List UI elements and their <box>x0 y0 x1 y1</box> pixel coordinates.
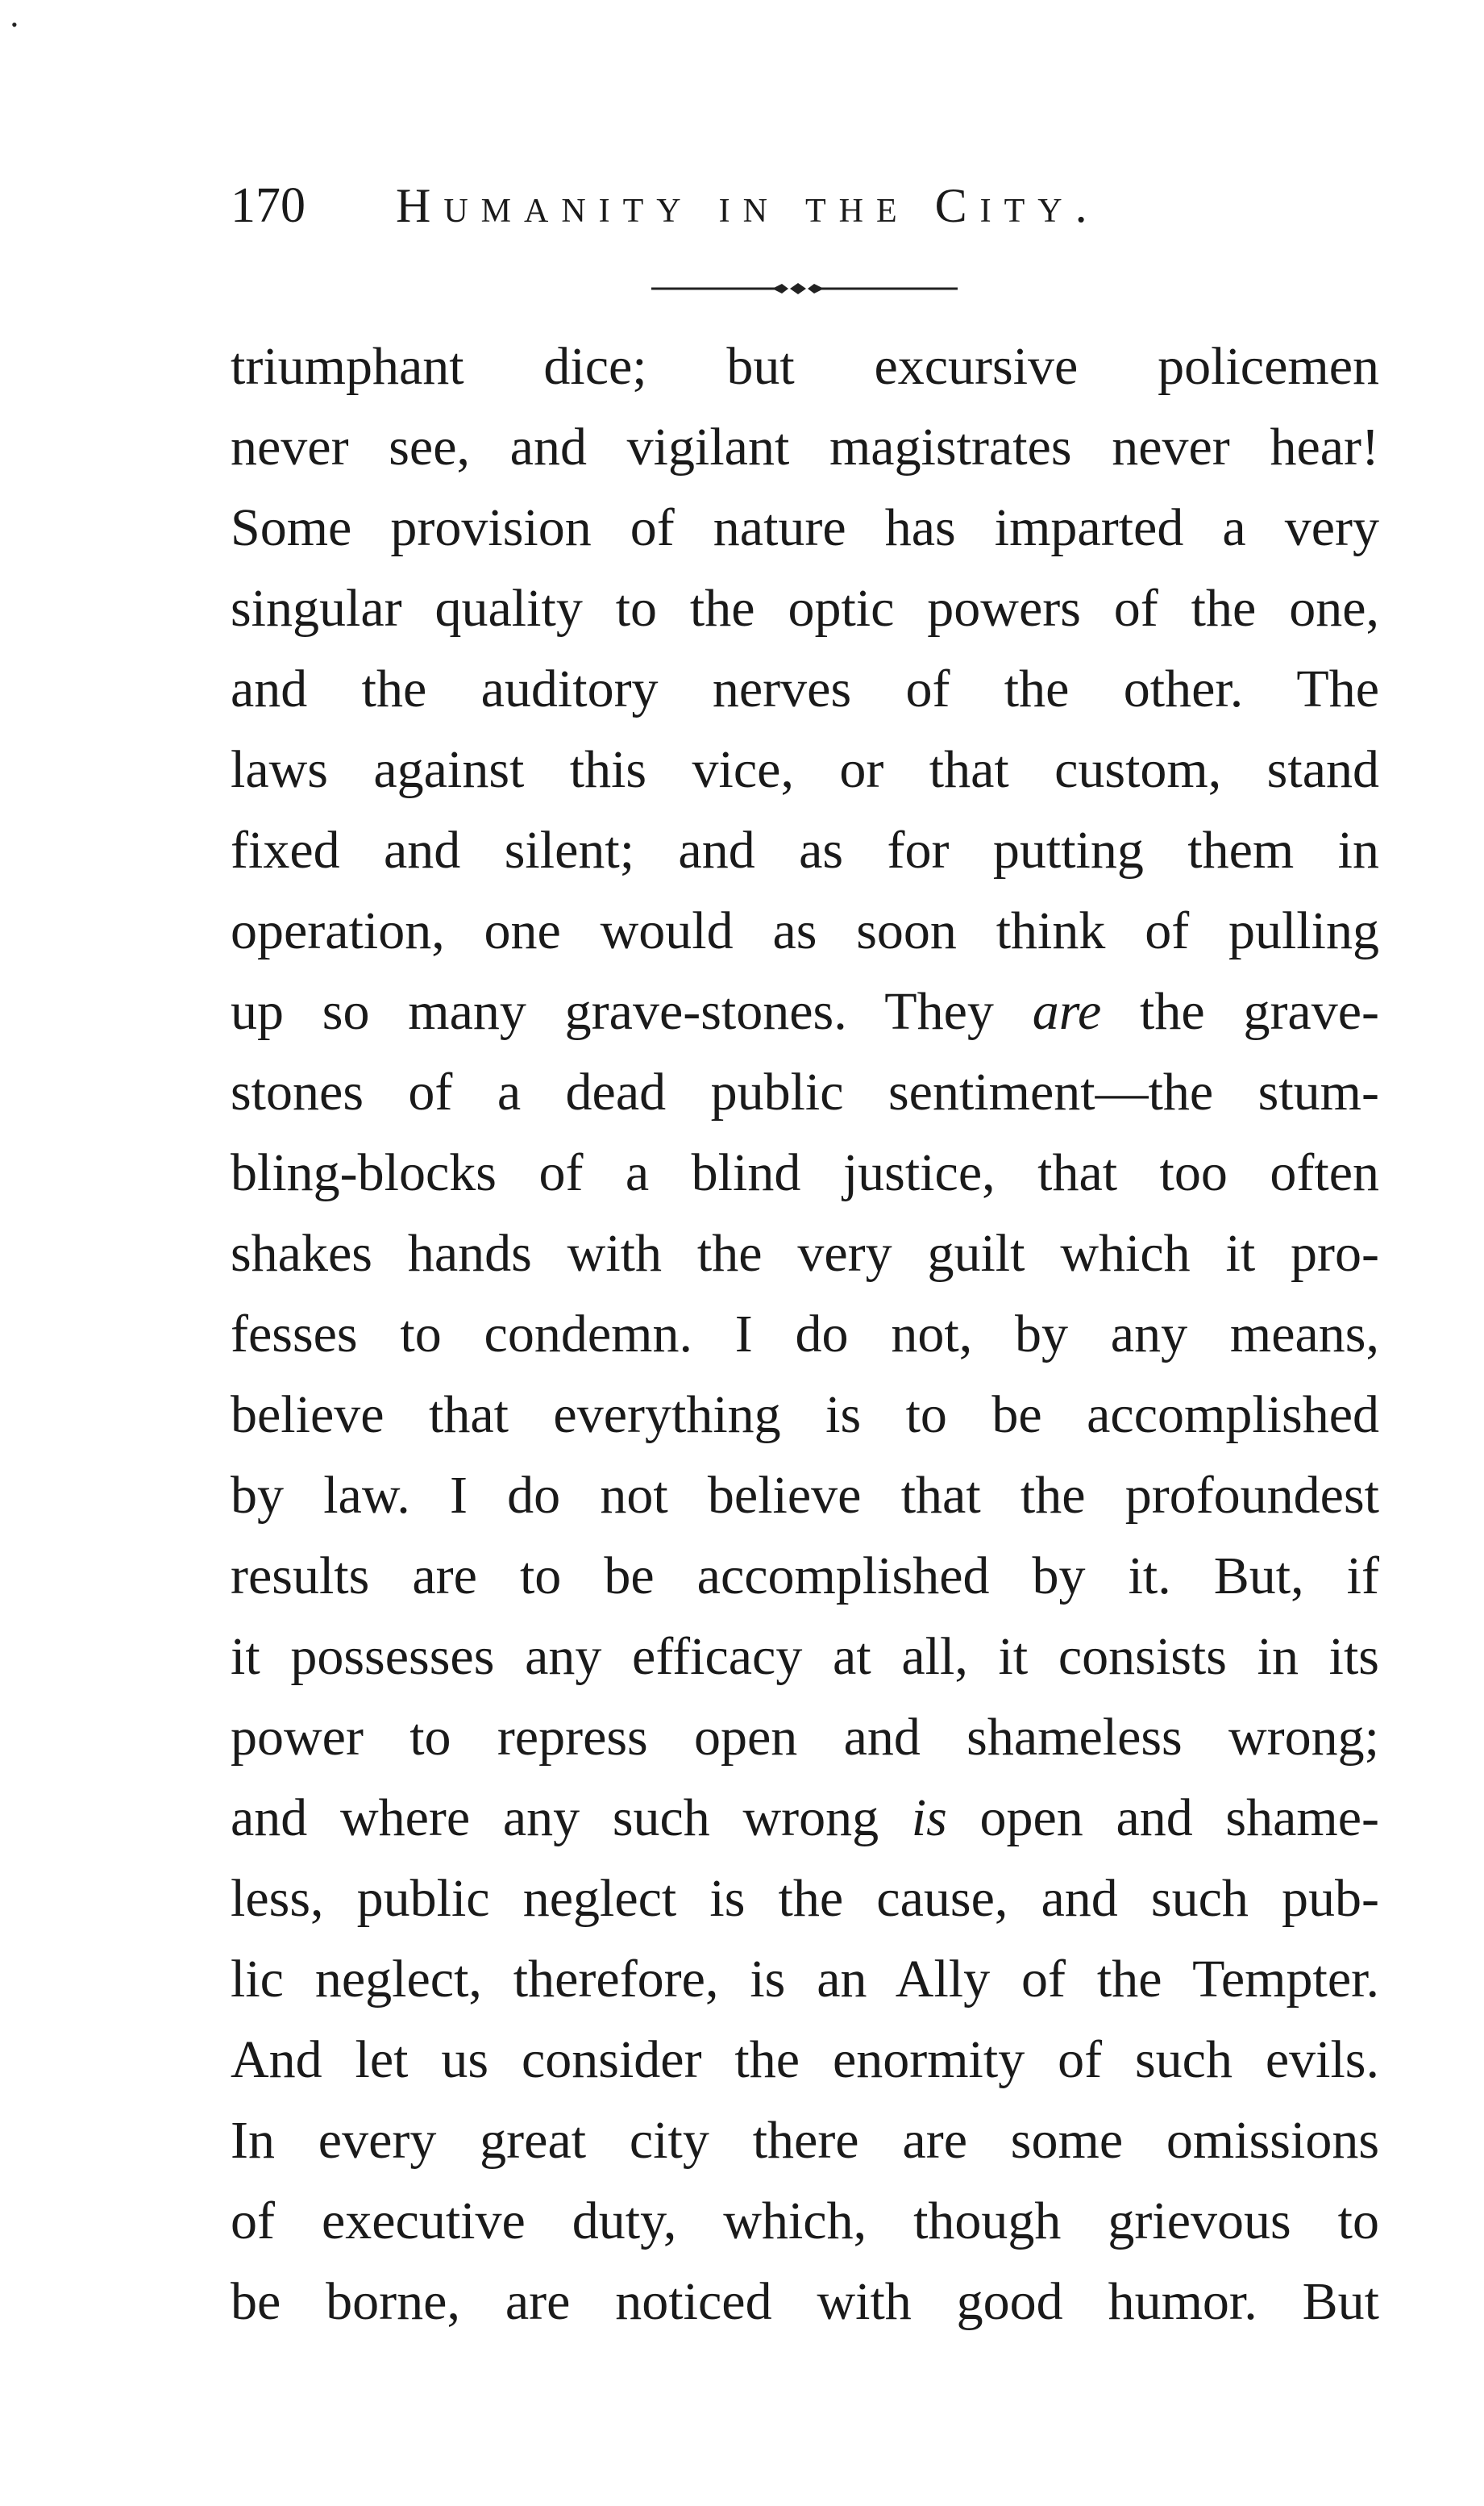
body-text <box>231 327 1379 2342</box>
text-segment: lic neglect, therefore, is an Ally of the Tempter. <box>231 1950 1379 2009</box>
running-head: Humanity in the City. <box>396 179 1100 232</box>
text-segment: stones of a dead public sentiment—the stum- <box>231 1063 1379 1122</box>
text-line <box>231 810 1379 891</box>
text-segment: believe that everything is to be accomplished <box>231 1385 1379 1444</box>
text-line <box>231 568 1379 649</box>
text-segment: the grave- <box>1101 982 1379 1041</box>
text-segment: power to repress open and shameless wrong; <box>231 1708 1379 1767</box>
text-line <box>231 1294 1379 1375</box>
text-segment: less, public neglect is the cause, and such pub- <box>231 1869 1379 1928</box>
page-number: 170 <box>231 178 306 233</box>
text-segment: and the auditory nerves of the other. The <box>231 660 1379 718</box>
text-segment: Some provision of nature has imparted a very <box>231 498 1379 557</box>
text-line <box>231 891 1379 972</box>
text-segment: triumphant dice; but excursive policemen <box>231 337 1379 396</box>
text-segment: it possesses any efficacy at all, it consists in its <box>231 1627 1379 1686</box>
text-line <box>231 1697 1379 1778</box>
text-line <box>231 407 1379 488</box>
text-line <box>231 1778 1379 1859</box>
text-line <box>231 1133 1379 1213</box>
text-line <box>231 2181 1379 2262</box>
text-segment: shakes hands with the very guilt which it pro- <box>231 1224 1379 1283</box>
text-segment: In every great city there are some omissions <box>231 2111 1379 2170</box>
text-line <box>231 972 1379 1052</box>
header-ornament-divider <box>651 281 958 297</box>
text-segment: fixed and silent; and as for putting them in <box>231 821 1379 880</box>
text-line <box>231 1375 1379 1455</box>
italic-emphasis: is <box>911 1788 947 1847</box>
text-line <box>231 1052 1379 1133</box>
text-line <box>231 1213 1379 1294</box>
text-segment: be borne, are noticed with good humor. But <box>231 2272 1379 2331</box>
text-line <box>231 1455 1379 1536</box>
text-segment: by law. I do not believe that the profoundest <box>231 1466 1379 1525</box>
text-segment: singular quality to the optic powers of the one, <box>231 579 1379 638</box>
text-line <box>231 1859 1379 1939</box>
text-segment: operation, one would as soon think of pulling <box>231 901 1379 960</box>
text-segment: up so many grave-stones. They <box>231 982 1033 1041</box>
text-line <box>231 1617 1379 1697</box>
text-segment: fesses to condemn. I do not, by any means, <box>231 1305 1379 1363</box>
text-line <box>231 488 1379 568</box>
text-line <box>231 649 1379 730</box>
text-segment: open and shame- <box>946 1788 1379 1847</box>
page-speck: • <box>11 15 18 35</box>
text-line <box>231 730 1379 810</box>
text-segment: And let us consider the enormity of such evils. <box>231 2030 1379 2089</box>
text-line <box>231 1939 1379 2020</box>
text-segment: never see, and vigilant magistrates never hear! <box>231 418 1379 477</box>
text-segment: results are to be accomplished by it. But, if <box>231 1546 1379 1605</box>
text-line <box>231 2020 1379 2100</box>
page-header <box>231 169 1375 242</box>
text-line <box>231 327 1379 407</box>
text-line <box>231 1536 1379 1617</box>
text-segment: bling-blocks of a blind justice, that too often <box>231 1143 1379 1202</box>
text-line <box>231 2100 1379 2181</box>
text-segment: and where any such wrong <box>231 1788 912 1847</box>
text-line <box>231 2262 1379 2342</box>
text-segment: laws against this vice, or that custom, stand <box>231 740 1379 799</box>
italic-emphasis: are <box>1032 982 1102 1041</box>
text-segment: of executive duty, which, though grievous to <box>231 2192 1379 2250</box>
